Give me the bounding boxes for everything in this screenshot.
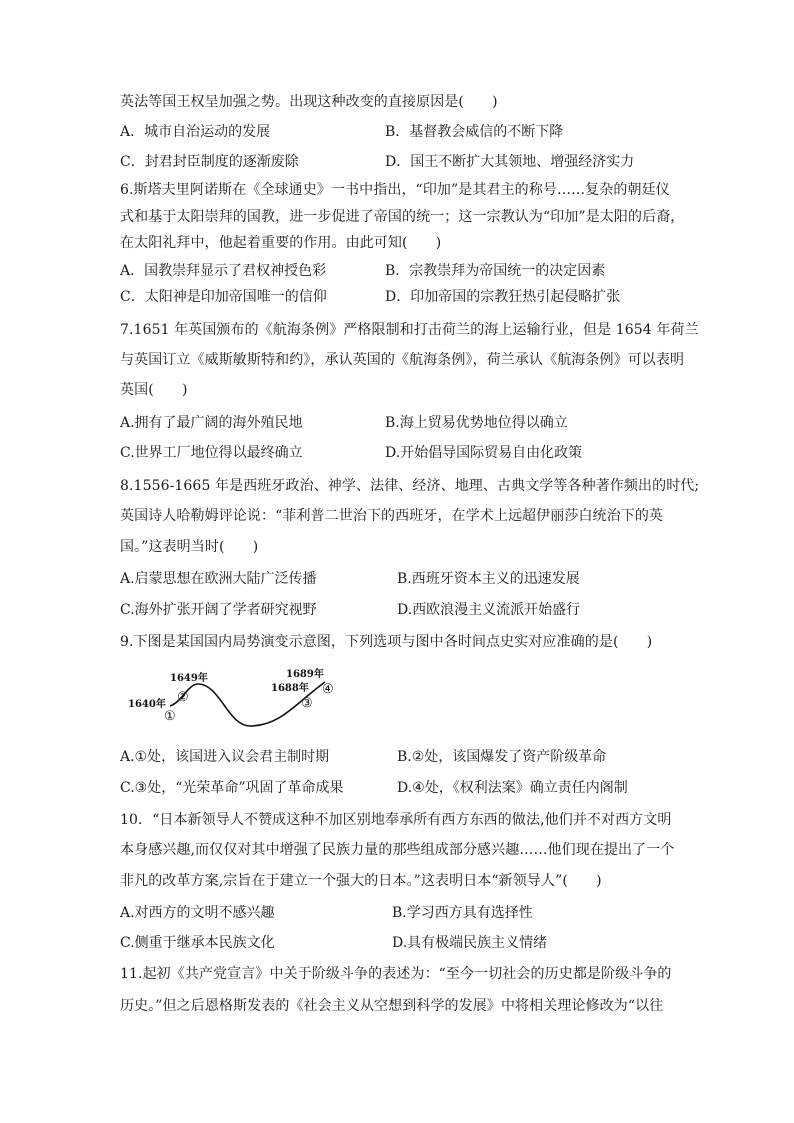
q6-option-a[interactable]: A．国教崇拜显示了君权神授色彩 <box>120 263 327 279</box>
label-1640: 1640年 <box>128 699 166 710</box>
q8-stem-line-2: 英国诗人哈勒姆评论说：“菲利普二世治下的西班牙，在学术上远超伊丽莎白统治下的英 <box>120 508 664 524</box>
q7-option-b[interactable]: B.海上贸易优势地位得以确立 <box>385 415 568 431</box>
q7-stem-line-2: 与英国订立《威斯敏斯特和约》，承认英国的《航海条例》，荷兰承认《航海条例》可以表明 <box>120 352 685 368</box>
situation-evolution-diagram <box>120 664 360 730</box>
q10-option-c[interactable]: C.侧重于继承本民族文化 <box>120 935 275 951</box>
q11-stem-line-1: 11.起初《共产党宣言》中关于阶级斗争的表述为：“至今一切社会的历史都是阶级斗争的 <box>120 966 672 982</box>
q10-stem-line-1: 10．“日本新领导人不赞成这种不加区别地奉承所有西方东西的做法,他们并不对西方文明 <box>120 812 672 828</box>
q7-stem-line-1: 7.1651 年英国颁布的《航海条例》严格限制和打击荷兰的海上运输行业，但是 1654 年荷兰 <box>120 322 699 338</box>
q6-option-c[interactable]: C．太阳神是印加帝国唯一的信仰 <box>120 289 327 305</box>
q6-option-d[interactable]: D．印加帝国的宗教狂热引起侵略扩张 <box>385 289 621 305</box>
q5-stem: 英法等国王权呈加强之势。出现这种改变的直接原因是( ) <box>120 94 498 110</box>
q6-stem-line-2: 式和基于太阳崇拜的国教，进一步促进了帝国的统一；这一宗教认为“印加”是太阳的后裔， <box>120 209 685 225</box>
q8-option-d[interactable]: D.西欧浪漫主义流派开始盛行 <box>397 602 581 618</box>
label-1649: 1649年 <box>170 673 208 684</box>
q8-option-b[interactable]: B.西班牙资本主义的迅速发展 <box>397 571 580 587</box>
q6-stem-line-3: 在太阳礼拜中，他起着重要的作用。由此可知( ) <box>120 235 442 251</box>
q5-option-b[interactable]: B．基督教会威信的不断下降 <box>385 124 564 140</box>
q6-stem-line-1: 6.斯塔夫里阿诺斯在《全球通史》一书中指出，“印加”是其君主的称号……复杂的朝廷仪 <box>120 182 670 198</box>
q9-option-a[interactable]: A.①处，该国进入议会君主制时期 <box>120 749 330 765</box>
q5-option-c[interactable]: C．封君封臣制度的逐渐废除 <box>120 154 299 170</box>
q10-stem-line-2: 本身感兴趣,而仅仅对其中增强了民族力量的那些组成部分感兴趣……他们现在提出了一个 <box>120 842 675 858</box>
q7-option-c[interactable]: C.世界工厂地位得以最终确立 <box>120 445 303 461</box>
q6-option-b[interactable]: B．宗教崇拜为帝国统一的决定因素 <box>385 263 606 279</box>
marker-2: ② <box>177 690 189 705</box>
q10-option-a[interactable]: A.对西方的文明不感兴趣 <box>120 905 275 921</box>
q8-option-a[interactable]: A.启蒙思想在欧洲大陆广泛传播 <box>120 571 317 587</box>
q10-option-d[interactable]: D.具有极端民族主义情绪 <box>392 935 548 951</box>
q8-option-c[interactable]: C.海外扩张开阔了学者研究视野 <box>120 602 317 618</box>
q7-option-d[interactable]: D.开始倡导国际贸易自由化政策 <box>385 445 583 461</box>
q9-option-c[interactable]: C.③处，“光荣革命”巩固了革命成果 <box>120 780 344 796</box>
marker-4: ④ <box>322 682 334 697</box>
q7-option-a[interactable]: A.拥有了最广阔的海外殖民地 <box>120 415 303 431</box>
q8-stem-line-3: 国。”这表明当时( ) <box>120 539 259 555</box>
q8-stem-line-1: 8.1556-1665 年是西班牙政治、神学、法律、经济、地理、古典文学等各种著作频出的时代; <box>120 478 700 494</box>
q7-stem-line-3: 英国( ) <box>120 382 188 398</box>
q9-option-d[interactable]: D.④处，《权利法案》确立责任内阁制 <box>397 780 628 796</box>
label-1688: 1688年 <box>271 683 309 694</box>
q9-option-b[interactable]: B.②处，该国爆发了资产阶级革命 <box>397 749 607 765</box>
q10-stem-line-3: 非凡的改革方案,宗旨在于建立一个强大的日本。”这表明日本“新领导人”( ) <box>120 873 602 889</box>
q11-stem-line-2: 历史。”但之后恩格斯发表的《社会主义从空想到科学的发展》中将相关理论修改为“以往 <box>120 998 664 1014</box>
marker-3: ③ <box>301 696 313 711</box>
q5-option-d[interactable]: D．国王不断扩大其领地、增强经济实力 <box>385 154 635 170</box>
q10-option-b[interactable]: B.学习西方具有选择性 <box>392 905 533 921</box>
marker-1: ① <box>164 709 176 724</box>
q5-option-a[interactable]: A．城市自治运动的发展 <box>120 124 271 140</box>
label-1689: 1689年 <box>286 669 324 680</box>
q9-stem-line-1: 9.下图是某国国内局势演变示意图，下列选项与图中各时间点史实对应准确的是( ) <box>120 634 653 650</box>
